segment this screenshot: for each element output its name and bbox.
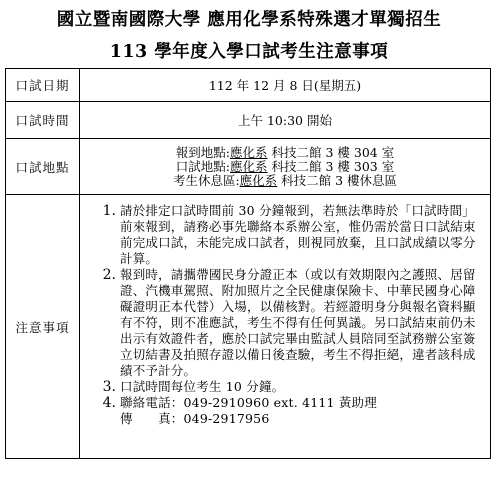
exam-dept: 應化系 <box>230 158 268 174</box>
location-label: 口試地點 <box>6 139 80 195</box>
item-number: 4. <box>102 395 116 411</box>
contact-info <box>120 395 476 427</box>
phone-value: 049-2910960 ext. 4111 黃助理 <box>183 395 377 410</box>
list-item <box>80 203 476 267</box>
item-number: 1. <box>102 203 116 219</box>
notes-row <box>6 195 491 459</box>
exam-room: 科技二館 3 樓 303 室 <box>267 158 395 174</box>
item-number: 3. <box>102 379 116 395</box>
rest-area-location <box>80 174 490 188</box>
location-row <box>6 139 491 195</box>
item-text: 報到時，請攜帶國民身分證正本（或以有效期限內之護照、居留證、汽機車駕照、附加照片之全民健康保險卡、中華民國身心障礙證明正本代替）入場，以備核對。若經證明身分與報名資料顯有不符，則不准應試，考生不得有任何異議。另口試結束前仍未出示有效證件者，應於口試完畢由監試人員陪同至試務辦公室簽立切結書及拍照存證以備日後查驗，考生不得拒絕，違者該科成績不予計分。 <box>120 267 476 378</box>
contact-item <box>80 395 476 427</box>
date-value: 112 年 12 月 8 日(星期五) <box>80 69 491 102</box>
notice-table <box>5 68 491 459</box>
document-subtitle: 113 學年度入學口試考生注意事項 <box>109 42 389 62</box>
time-row <box>6 102 491 139</box>
checkin-prefix: 報到地點: <box>175 144 230 160</box>
exam-location <box>80 160 490 174</box>
list-item <box>80 379 476 395</box>
date-label: 口試日期 <box>6 69 80 102</box>
date-row <box>6 69 491 102</box>
notes-cell <box>80 195 491 459</box>
checkin-room: 科技二館 3 樓 304 室 <box>267 144 395 160</box>
list-item <box>80 267 476 379</box>
rest-dept: 應化系 <box>239 172 278 188</box>
item-text: 請於排定口試時間前 30 分鐘報到，若無法準時於「口試時間」前來報到，請務必事先聯絡本系辦公室，惟仍需於當日口試結束前完成口試，未能完成口試者，則視同放棄，且口試成績以零分計算。 <box>120 203 476 266</box>
checkin-dept: 應化系 <box>230 144 268 160</box>
rest-room: 科技二館 3 樓休息區 <box>277 172 398 188</box>
rest-prefix: 考生休息區: <box>172 172 240 188</box>
fax-label: 傳 真： <box>120 411 184 426</box>
phone-label: 聯絡電話： <box>120 395 184 410</box>
checkin-location <box>80 146 490 160</box>
notes-label: 注意事項 <box>6 195 80 459</box>
time-label: 口試時間 <box>6 102 80 139</box>
exam-prefix: 口試地點: <box>175 158 230 174</box>
fax-row <box>120 411 476 427</box>
document-title: 國立暨南國際大學 應用化學系特殊選才單獨招生 <box>56 10 442 30</box>
location-cell <box>80 139 491 195</box>
item-text: 口試時間每位考生 10 分鐘。 <box>120 379 285 394</box>
notes-list <box>80 203 490 427</box>
item-number: 2. <box>102 267 116 283</box>
time-value: 上午 10:30 開始 <box>80 102 491 139</box>
fax-value: 049-2917956 <box>183 411 270 426</box>
phone-row <box>120 395 476 411</box>
